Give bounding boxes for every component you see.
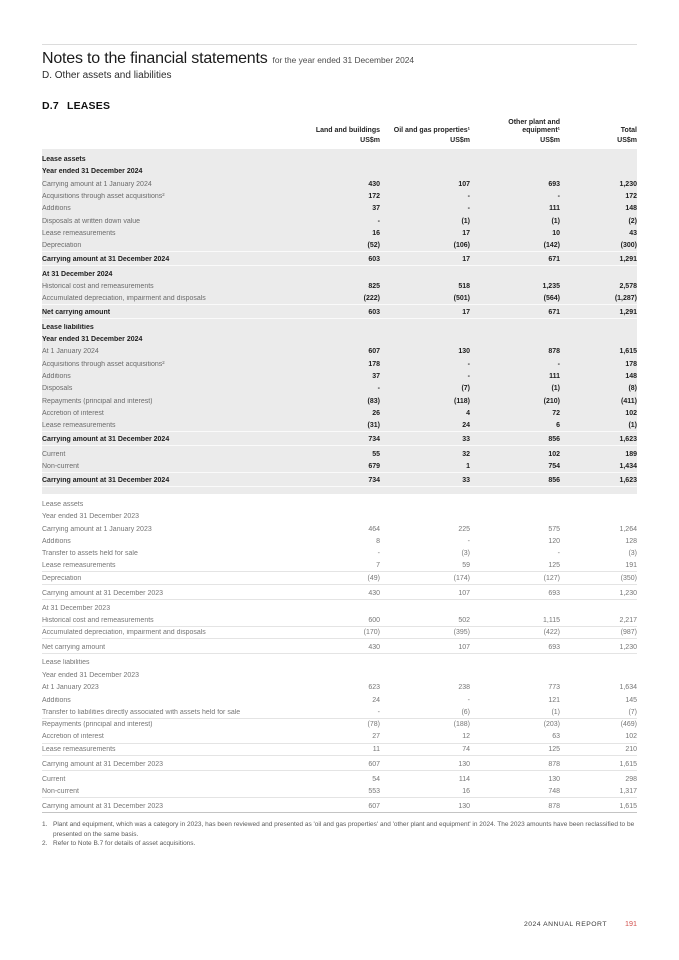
- cell-value: 63: [552, 733, 560, 741]
- cell-value: 1,230: [619, 589, 637, 597]
- row-label: Repayments (principal and interest): [42, 721, 153, 729]
- cell-value: 17: [462, 309, 470, 317]
- cell-value: 24: [462, 421, 470, 429]
- row-label: Carrying amount at 31 December 2024: [42, 436, 170, 444]
- row-label: Non-current: [42, 787, 79, 795]
- cell-value: 178: [625, 360, 637, 368]
- row-label: Lease assets: [42, 156, 86, 164]
- cell-value: 130: [548, 775, 560, 783]
- cell-value: (8): [628, 385, 637, 393]
- row-label: Lease liabilities: [42, 323, 94, 331]
- row-label: Net carrying amount: [42, 309, 111, 317]
- cell-value: -: [467, 696, 470, 704]
- row-label: Additions: [42, 205, 71, 213]
- cell-value: 114: [458, 775, 470, 783]
- row-label: At 1 January 2024: [42, 348, 99, 356]
- cell-value: 603: [368, 309, 380, 317]
- cell-value: (210): [543, 397, 560, 405]
- cell-value: (564): [543, 294, 560, 302]
- row-label: Year ended 31 December 2024: [42, 336, 143, 344]
- table-row: [42, 682, 637, 694]
- table-row: [42, 420, 637, 432]
- row-label: Disposals at written down value: [42, 217, 141, 225]
- cell-value: 1,615: [619, 760, 637, 768]
- cell-value: (3): [461, 550, 470, 558]
- row-label: Year ended 31 December 2023: [42, 513, 140, 521]
- unit-label: US$m: [450, 137, 470, 145]
- row-label: Acquisitions through asset acquisitions²: [42, 360, 165, 368]
- cell-value: 130: [458, 348, 470, 356]
- row-label: Lease remeasurements: [42, 229, 116, 237]
- row-label: Current: [42, 450, 66, 458]
- cell-value: 12: [462, 733, 470, 741]
- cell-value: 2,578: [619, 282, 637, 290]
- row-label: Additions: [42, 537, 71, 545]
- cell-value: 8: [376, 537, 380, 545]
- cell-value: 16: [372, 229, 380, 237]
- table-row: [42, 535, 637, 547]
- row-label: Carrying amount at 1 January 2024: [42, 180, 152, 188]
- table-total-row: [42, 307, 637, 319]
- cell-value: -: [467, 205, 470, 213]
- cell-value: (174): [453, 574, 470, 582]
- cell-value: 107: [458, 644, 470, 652]
- cell-value: 856: [548, 476, 560, 484]
- table-row: [42, 523, 637, 535]
- table-total-row: [42, 434, 637, 446]
- row-label: Repayments (principal and interest): [42, 397, 153, 405]
- table-row: [42, 383, 637, 395]
- table-row: [42, 203, 637, 215]
- page-footer: [524, 919, 637, 928]
- table-section-header-row: [42, 669, 637, 681]
- cell-value: 24: [372, 696, 380, 704]
- cell-value: 575: [548, 525, 560, 533]
- cell-value: (203): [543, 721, 560, 729]
- cell-value: (422): [543, 629, 560, 637]
- cell-value: 754: [548, 462, 560, 470]
- row-label: Carrying amount at 31 December 2023: [42, 802, 164, 810]
- cell-value: 1,623: [619, 476, 637, 484]
- table-total-row: [42, 758, 637, 770]
- cell-value: 734: [368, 436, 380, 444]
- cell-value: 26: [372, 409, 380, 417]
- cell-value: 773: [548, 684, 560, 692]
- row-label: Depreciation: [42, 574, 82, 582]
- cell-value: 693: [548, 644, 560, 652]
- row-label: Lease remeasurements: [42, 562, 116, 570]
- page-content: [42, 50, 637, 849]
- table-row: [42, 461, 637, 473]
- cell-value: (395): [453, 629, 470, 637]
- header-divider: [42, 44, 637, 45]
- table-row: [42, 358, 637, 370]
- row-label: Acquisitions through asset acquisitions²: [42, 192, 165, 200]
- cell-value: (1): [551, 385, 560, 393]
- row-label: Lease remeasurements: [42, 421, 116, 429]
- row-label: Year ended 31 December 2024: [42, 168, 143, 176]
- cell-value: (987): [620, 629, 637, 637]
- table-row: [42, 370, 637, 382]
- table-units-row: [42, 137, 637, 149]
- cell-value: -: [467, 360, 470, 368]
- cell-value: 4: [466, 409, 470, 417]
- cell-value: 6: [556, 421, 560, 429]
- cell-value: 121: [548, 696, 560, 704]
- cell-value: 130: [458, 802, 470, 810]
- cell-value: 607: [368, 348, 380, 356]
- cell-value: 55: [372, 450, 380, 458]
- cell-value: (6): [461, 708, 470, 716]
- footnote: [42, 839, 637, 849]
- cell-value: 693: [548, 180, 560, 188]
- cell-value: 734: [368, 476, 380, 484]
- cell-value: 464: [368, 525, 380, 533]
- table-row: [42, 615, 637, 627]
- cell-value: 128: [625, 537, 637, 545]
- cell-value: (52): [367, 241, 380, 249]
- table-row: [42, 448, 637, 460]
- footer-page-number: 191: [625, 919, 637, 928]
- row-label: Lease assets: [42, 500, 84, 508]
- cell-value: 102: [625, 409, 637, 417]
- cell-value: 107: [458, 180, 470, 188]
- row-label: Carrying amount at 1 January 2023: [42, 525, 152, 533]
- column-header-land-buildings: Land and buildings: [315, 126, 380, 134]
- cell-value: 16: [462, 787, 470, 795]
- cell-value: (2): [628, 217, 637, 225]
- footnote: [42, 820, 637, 840]
- cell-value: 11: [372, 745, 380, 753]
- cell-value: 107: [458, 589, 470, 597]
- table-row: [42, 719, 637, 731]
- cell-value: (106): [453, 241, 470, 249]
- footnote-number: 1.: [42, 820, 48, 828]
- cell-value: 59: [462, 562, 470, 570]
- cell-value: 1,230: [619, 180, 637, 188]
- cell-value: 607: [368, 802, 380, 810]
- cell-value: (1): [461, 217, 470, 225]
- cell-value: 178: [368, 360, 380, 368]
- row-label: At 31 December 2023: [42, 604, 111, 612]
- cell-value: (1,287): [614, 294, 637, 302]
- cell-value: 17: [462, 255, 470, 263]
- table-section-header-row: [42, 498, 637, 510]
- note-number: D.7: [42, 99, 59, 112]
- cell-value: 130: [458, 760, 470, 768]
- cell-value: 74: [462, 745, 470, 753]
- cell-value: 37: [372, 373, 380, 381]
- cell-value: -: [557, 192, 560, 200]
- cell-value: 145: [625, 696, 637, 704]
- column-header-oil-gas: Oil and gas properties¹: [393, 126, 470, 134]
- cell-value: -: [467, 537, 470, 545]
- row-label: Net carrying amount: [42, 644, 106, 652]
- row-label: Non-current: [42, 462, 79, 470]
- cell-value: 878: [548, 348, 560, 356]
- cell-value: 172: [625, 192, 637, 200]
- table-row: [42, 572, 637, 584]
- cell-value: 623: [368, 684, 380, 692]
- table-row: [42, 706, 637, 718]
- cell-value: (78): [367, 721, 380, 729]
- cell-value: 37: [372, 205, 380, 213]
- table-row: [42, 731, 637, 743]
- cell-value: 430: [368, 589, 380, 597]
- cell-value: 238: [458, 684, 470, 692]
- cell-value: 148: [625, 205, 637, 213]
- cell-value: 1,291: [619, 309, 637, 317]
- cell-value: 1: [466, 462, 470, 470]
- table-total-row: [42, 801, 637, 813]
- row-label: Carrying amount at 31 December 2024: [42, 476, 170, 484]
- cell-value: (469): [620, 721, 637, 729]
- table-total-row: [42, 642, 637, 654]
- cell-value: 27: [372, 733, 380, 741]
- footnote-number: 2.: [42, 840, 48, 848]
- cell-value: -: [557, 550, 560, 558]
- cell-value: (118): [454, 397, 470, 405]
- cell-value: 120: [548, 537, 560, 545]
- row-label: Historical cost and remeasurements: [42, 282, 154, 290]
- row-label: Accretion of interest: [42, 409, 104, 417]
- table-row: [42, 773, 637, 785]
- row-label: At 31 December 2024: [42, 270, 113, 278]
- cell-value: (501): [453, 294, 470, 302]
- page-subtitle: D. Other assets and liabilities: [42, 69, 172, 81]
- cell-value: (83): [367, 397, 380, 405]
- cell-value: 603: [368, 255, 380, 263]
- table-total-row: [42, 475, 637, 487]
- cell-value: 878: [548, 802, 560, 810]
- row-label: Carrying amount at 31 December 2024: [42, 255, 170, 263]
- table-total-row: [42, 254, 637, 266]
- cell-value: 502: [458, 616, 470, 624]
- row-label: Accumulated depreciation, impairment and disposals: [42, 294, 206, 302]
- cell-value: (1): [551, 708, 560, 716]
- cell-value: (1): [551, 217, 560, 225]
- cell-value: 1,235: [542, 282, 560, 290]
- row-label: Depreciation: [42, 241, 82, 249]
- unit-spacer: [42, 137, 295, 144]
- cell-value: (7): [628, 708, 637, 716]
- cell-value: (411): [621, 397, 637, 405]
- table-row: [42, 178, 637, 190]
- table-row: [42, 744, 637, 756]
- cell-value: 10: [552, 229, 560, 237]
- cell-value: 1,634: [619, 684, 637, 692]
- cell-value: 518: [458, 282, 470, 290]
- cell-value: -: [467, 373, 470, 381]
- cell-value: 1,115: [543, 616, 560, 624]
- cell-value: 54: [372, 775, 380, 783]
- cell-value: (31): [367, 421, 380, 429]
- cell-value: 1,230: [619, 644, 637, 652]
- cell-value: (127): [543, 574, 560, 582]
- cell-value: -: [377, 550, 380, 558]
- cell-value: 225: [458, 525, 470, 533]
- cell-value: -: [377, 385, 380, 393]
- row-label: At 1 January 2023: [42, 684, 99, 692]
- table-row: [42, 560, 637, 572]
- table-total-row: [42, 587, 637, 599]
- cell-value: 600: [368, 616, 380, 624]
- cell-value: 825: [368, 282, 380, 290]
- cell-value: 671: [548, 309, 560, 317]
- row-label: Transfer to assets held for sale: [42, 550, 138, 558]
- cell-value: 102: [625, 733, 637, 741]
- table-body: [42, 149, 637, 813]
- table-row: [42, 786, 637, 798]
- cell-value: 1,434: [619, 462, 637, 470]
- cell-value: 679: [368, 462, 380, 470]
- unit-label: US$m: [360, 137, 380, 145]
- cell-value: 7: [376, 562, 380, 570]
- table-row: [42, 293, 637, 305]
- cell-value: 33: [462, 436, 470, 444]
- footnote-text: Plant and equipment, which was a category in 2023, has been reviewed and presented as 'oil and gas properties' and 'other plant and equipment' in 2024. The 2023 amounts have been reclassified to be presented on the same basis.: [53, 820, 635, 838]
- cell-value: 111: [549, 373, 560, 381]
- table-section-header-row: [42, 334, 637, 346]
- row-label: Year ended 31 December 2023: [42, 671, 140, 679]
- column-header-other-plant: Other plant and equipment¹: [508, 118, 560, 134]
- table-section-header-row: [42, 153, 637, 165]
- column-header-total: Total: [620, 126, 637, 134]
- cell-value: 553: [368, 787, 380, 795]
- page-title-suffix: for the year ended 31 December 2024: [272, 55, 415, 65]
- cell-value: 148: [625, 373, 637, 381]
- cell-value: 1,264: [619, 525, 637, 533]
- cell-value: (1): [628, 421, 637, 429]
- table-section-header-row: [42, 268, 637, 280]
- table-row: [42, 346, 637, 358]
- table-row: [42, 280, 637, 292]
- table-row: [42, 548, 637, 560]
- cell-value: 748: [548, 787, 560, 795]
- cell-value: 33: [462, 476, 470, 484]
- table-section-header-row: [42, 166, 637, 178]
- table-row: [42, 215, 637, 227]
- row-label: Additions: [42, 373, 71, 381]
- unit-label: US$m: [617, 137, 637, 145]
- cell-value: -: [377, 708, 380, 716]
- table-row: [42, 395, 637, 407]
- row-label: Accretion of interest: [42, 733, 104, 741]
- row-label: Accumulated depreciation, impairment and disposals: [42, 629, 206, 637]
- cell-value: 430: [368, 180, 380, 188]
- cell-value: 1,623: [619, 436, 637, 444]
- cell-value: 1,615: [619, 348, 637, 356]
- footnote-text: Refer to Note B.7 for details of asset acquisitions.: [53, 840, 196, 848]
- cell-value: 111: [549, 205, 560, 213]
- table-section-year-2024: [42, 149, 637, 494]
- cell-value: 32: [462, 450, 470, 458]
- row-label: Carrying amount at 31 December 2023: [42, 760, 164, 768]
- table-section-header-row: [42, 657, 637, 669]
- table-section-header-row: [42, 602, 637, 614]
- table-section-year-2023: [42, 498, 637, 813]
- cell-value: 102: [548, 450, 560, 458]
- page-title: Notes to the financial statements: [42, 50, 268, 67]
- row-label: Current: [42, 775, 66, 783]
- cell-value: (142): [543, 241, 560, 249]
- cell-value: -: [557, 360, 560, 368]
- title-line: [42, 50, 637, 68]
- row-label: Historical cost and remeasurements: [42, 616, 154, 624]
- cell-value: (300): [620, 241, 637, 249]
- cell-value: 125: [548, 745, 560, 753]
- cell-value: 17: [462, 229, 470, 237]
- cell-value: 210: [625, 745, 637, 753]
- leases-table: [42, 119, 637, 813]
- cell-value: (222): [363, 294, 380, 302]
- cell-value: (170): [363, 629, 380, 637]
- cell-value: -: [467, 192, 470, 200]
- table-row: [42, 407, 637, 419]
- cell-value: (188): [453, 721, 470, 729]
- cell-value: 1,615: [619, 802, 637, 810]
- table-row: [42, 627, 637, 639]
- footnotes: [42, 820, 637, 849]
- cell-value: (49): [367, 574, 380, 582]
- cell-value: 693: [548, 589, 560, 597]
- cell-value: 125: [548, 562, 560, 570]
- note-heading: [42, 100, 637, 112]
- cell-value: -: [377, 217, 380, 225]
- table-section-header-row: [42, 321, 637, 333]
- cell-value: 1,291: [619, 255, 637, 263]
- row-label: Additions: [42, 696, 71, 704]
- table-row: [42, 694, 637, 706]
- cell-value: 856: [548, 436, 560, 444]
- cell-value: (7): [461, 385, 470, 393]
- table-section-header-row: [42, 510, 637, 522]
- cell-value: 43: [629, 229, 637, 237]
- row-label: Transfer to liabilities directly associated with assets held for sale: [42, 708, 241, 716]
- cell-value: (350): [620, 574, 637, 582]
- table-row: [42, 239, 637, 251]
- unit-label: US$m: [540, 137, 560, 145]
- table-row: [42, 190, 637, 202]
- row-label: Disposals: [42, 385, 73, 393]
- row-label: Carrying amount at 31 December 2023: [42, 589, 164, 597]
- table-row: [42, 227, 637, 239]
- cell-value: 671: [548, 255, 560, 263]
- note-label: LEASES: [66, 99, 111, 112]
- cell-value: 430: [368, 644, 380, 652]
- cell-value: 1,317: [619, 787, 637, 795]
- cell-value: 191: [625, 562, 637, 570]
- table-head: [42, 119, 637, 136]
- cell-value: 878: [548, 760, 560, 768]
- cell-value: 298: [625, 775, 637, 783]
- cell-value: (3): [628, 550, 637, 558]
- row-label: Lease remeasurements: [42, 745, 116, 753]
- row-label: Lease liabilities: [42, 659, 90, 667]
- cell-value: 607: [368, 760, 380, 768]
- footer-report-title: 2024 ANNUAL REPORT: [523, 921, 607, 928]
- cell-value: 172: [368, 192, 380, 200]
- cell-value: 72: [552, 409, 560, 417]
- cell-value: 2,217: [619, 616, 637, 624]
- cell-value: 189: [625, 450, 637, 458]
